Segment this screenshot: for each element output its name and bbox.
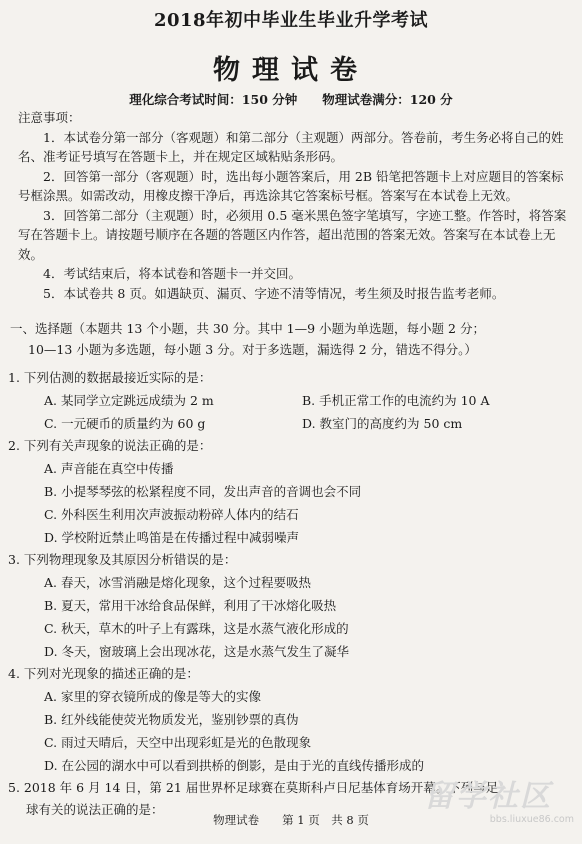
option-c: C. 一元硬币的质量约为 60 g	[44, 416, 206, 431]
question-stem: 3. 下列物理现象及其原因分析错误的是：	[8, 552, 237, 567]
notice-block	[18, 108, 574, 303]
notice-item: 4．考试结束后，将本试卷和答题卡一并交回。	[43, 266, 301, 281]
question-1	[8, 367, 574, 435]
option-a: A. 某同学立定跳远成绩为 2 m	[44, 393, 214, 408]
question-stem: 4. 下列对光现象的描述正确的是：	[8, 666, 199, 681]
option-row	[8, 412, 574, 435]
question-stem: 2. 下列有关声现象的说法正确的是：	[8, 438, 212, 453]
exam-name: 2018年初中毕业生毕业升学考试	[153, 10, 429, 31]
section-line-1: 一、选择题（本题共 13 个小题，共 30 分。其中 1—9 小题为单选题，每小题 2 分；	[10, 321, 485, 336]
option-d: D. 学校附近禁止鸣笛是在传播过程中减弱噪声	[44, 530, 300, 545]
watermark-text: 留学社区	[424, 779, 552, 814]
section-heading	[10, 318, 576, 360]
option-b: B. 手机正常工作的电流约为 10 A	[302, 393, 490, 408]
question-stem: 5. 2018 年 6 月 14 日，第 21 届世界杯足球赛在莫斯科卢日尼基体育场开幕。下列与足	[8, 780, 499, 795]
option-a: A. 春天，冰雪消融是熔化现象，这个过程要吸热	[44, 575, 311, 590]
question-stem: 1. 下列估测的数据最接近实际的是：	[8, 370, 212, 385]
option-b: B. 夏天，常用干冰给食品保鲜，利用了干冰熔化吸热	[44, 598, 337, 613]
notice-item: 1．本试卷分第一部分（客观题）和第二部分（主观题）两部分。答卷前，考生务必将自己的姓名、准考证号填写在答题卡上，并在规定区域粘贴条形码。	[18, 129, 564, 164]
option-b: B. 红外线能使荧光物质发光，鉴别钞票的真伪	[44, 712, 299, 727]
option-d: D. 冬天，窗玻璃上会出现冰花，这是水蒸气发生了凝华	[44, 644, 350, 659]
question-4	[8, 663, 574, 777]
question-list	[8, 367, 574, 821]
option-a: A. 声音能在真空中传播	[44, 461, 174, 476]
notice-item: 3．回答第二部分（主观题）时，必须用 0.5 毫米黑色签字笔填写，字迹工整。作答时，将答案写在答题卡上。请按题号顺序在各题的答题区内作答，超出范围的答案无效。答案写在本试卷上无效。	[18, 207, 567, 262]
question-stem-continued: 球有关的说法正确的是：	[26, 802, 164, 817]
notice-item: 2．回答第一部分（客观题）时，选出每小题答案后，用 2B 铅笔把答题卡上对应题目的答案标号框涂黑。如需改动，用橡皮擦干净后，再选涂其它答案标号框。答案写在本试卷上无效。	[18, 168, 564, 203]
option-d: D. 在公园的湖水中可以看到拱桥的倒影，是由于光的直线传播形成的	[44, 758, 425, 773]
option-a: A. 家里的穿衣镜所成的像是等大的实像	[44, 689, 261, 704]
notice-heading: 注意事项：	[18, 110, 81, 125]
page-footer: 物理试卷 第 1 页 共 8 页	[213, 813, 369, 827]
exam-meta: 理化综合考试时间：150 分钟 物理试卷满分：120 分	[129, 92, 453, 107]
watermark-logo	[424, 780, 574, 830]
notice-item: 5．本试卷共 8 页。如遇缺页、漏页、字迹不清等情况，考生须及时报告监考老师。	[43, 285, 505, 301]
page-title: 物理试卷	[213, 55, 369, 86]
option-c: C. 秋天，草木的叶子上有露珠，这是水蒸气液化形成的	[44, 621, 349, 636]
option-c: C. 雨过天晴后，天空中出现彩虹是光的色散现象	[44, 735, 312, 750]
option-d: D. 教室门的高度约为 50 cm	[302, 416, 463, 431]
option-b: B. 小提琴琴弦的松紧程度不同，发出声音的音调也会不同	[44, 484, 362, 499]
watermark-url: bbs.liuxue86.com	[489, 814, 574, 825]
option-c: C. 外科医生利用次声波振动粉碎人体内的结石	[44, 507, 299, 522]
question-2	[8, 435, 574, 549]
option-row	[8, 389, 574, 412]
question-3	[8, 549, 574, 663]
section-line-2: 10—13 小题为多选题，每小题 3 分。对于多选题，漏选得 2 分，错选不得分。）	[28, 342, 477, 357]
